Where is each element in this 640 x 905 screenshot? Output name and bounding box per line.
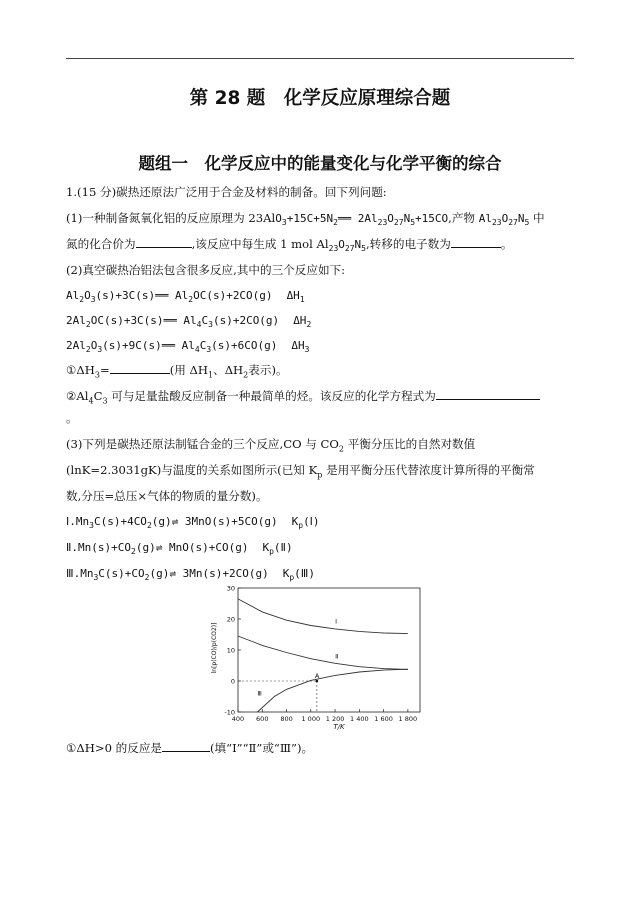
x-tick-label: 600 [256, 715, 269, 723]
answer-blank[interactable] [451, 236, 501, 248]
question-2a: $①\Delta H_3=$ (用 $\Delta H_1$、$\Delta H_2$表示)。 [66, 363, 288, 380]
section-title: 题组一 化学反应中的能量变化与化学平衡的综合 [138, 154, 502, 173]
x-tick-label: 400 [231, 715, 245, 723]
answer-blank[interactable] [436, 388, 540, 400]
x-tick-label: 1 600 [374, 715, 393, 723]
equation-3: $2Al_2O_3(s)+9C(s)══$ $Al_4C_3(s)+6CO(g)$ $\Delta H_3$ [66, 339, 310, 355]
y-tick-label: 20 [226, 615, 235, 624]
part2-intro: (2)真空碳热冶铝法包含很多反应,其中的三个反应如下: [66, 263, 346, 277]
part3-line3: 数,分压=总压×气体的物质的量分数)。 [66, 489, 268, 503]
series-label: Ⅰ [335, 617, 337, 626]
series-line [238, 636, 408, 670]
answer-blank[interactable] [136, 236, 192, 248]
x-tick-label: 800 [280, 715, 293, 723]
series-label: Ⅲ [257, 689, 262, 698]
y-tick-label: 0 [230, 677, 235, 686]
part1-line2: 氮的化合价为 ,该反应中每生成 1 mol $Al_{23}O_{27}N_5$,转移的电子数为 。 [66, 237, 513, 254]
reaction-2: $Ⅱ.Mn(s)+CO_2(g)\rightleftharpoons$ MnO(s)+CO(g) $K_p(Ⅱ)$ [66, 541, 293, 557]
y-tick-label: 30 [226, 584, 235, 593]
part3-line2: (lnK=2.3031gK)与温度的关系如图所示(已知 $K_p$ 是用平衡分压代替浓度计算所得的平衡常 [66, 463, 535, 480]
y-tick-label: 10 [226, 646, 235, 655]
series-label: Ⅱ [335, 652, 339, 661]
part1-line1: (1)一种制备氮氧化铝的反应原理为 $23AlO_3+15C+5N_2══$ $2Al_{23}O_{27}N_5+15CO$,产物 $Al_{23}O_{27}N_5$ 中 [66, 211, 545, 228]
part1-text: (1)一种制备氮氧化铝的反应原理为 23Al [66, 211, 276, 225]
x-tick-label: 1 800 [398, 715, 418, 723]
equation-1: $Al_2O_3(s)+3C(s)══$ $Al_2OC(s)+2CO(g)$ $\Delta H_1$ [66, 289, 305, 305]
plot-frame [238, 588, 420, 712]
x-axis-label: T/K [333, 723, 345, 731]
question-3a: ①ΔH>0 的反应是 (填“Ⅰ”“Ⅱ”或“Ⅲ”)。 [66, 741, 314, 755]
y-tick-label: -10 [224, 708, 235, 717]
question-intro: 1.(15 分)碳热还原法广泛用于合金及材料的制备。回下列问题: [66, 185, 387, 199]
point-a-label: A [314, 672, 320, 680]
series-line [257, 669, 408, 712]
series-line [238, 599, 408, 634]
point-a-marker [316, 680, 319, 683]
y-axis-label: ln[p(CO)/p(CO2)] [211, 622, 218, 674]
reaction-1: $Ⅰ.Mn_3C(s)+4CO_2(g)\rightleftharpoons$ 3MnO(s)+5CO(g) $K_p(Ⅰ)$ [66, 515, 320, 531]
page-title: 第 28 题 化学反应原理综合题 [189, 88, 451, 109]
answer-blank[interactable] [162, 740, 210, 752]
x-tick-label: 1 000 [301, 715, 321, 723]
question-2b: $②Al_4C_3$ 可与足量盐酸反应制备一种最简单的烃。该反应的化学方程式为 [66, 388, 540, 409]
x-tick-label: 1 400 [350, 715, 369, 723]
part3-line1: (3)下列是碳热还原法制锰合金的三个反应,CO 与 $CO_2$ 平衡分压比的自然对数值 [66, 437, 476, 454]
end-mark: 。 [66, 411, 78, 425]
equation-2: $2Al_2OC(s)+3C(s)══$ $Al_4C_3(s)+2CO(g)$ $\Delta H_2$ [66, 314, 312, 330]
answer-blank[interactable] [110, 362, 170, 374]
reaction-3: $Ⅲ.Mn_3C(s)+CO_2(g)\rightleftharpoons$ 3Mn(s)+2CO(g) $K_p(Ⅲ)$ [66, 567, 315, 583]
header-rule [66, 58, 574, 59]
x-tick-label: 1 200 [325, 715, 345, 723]
